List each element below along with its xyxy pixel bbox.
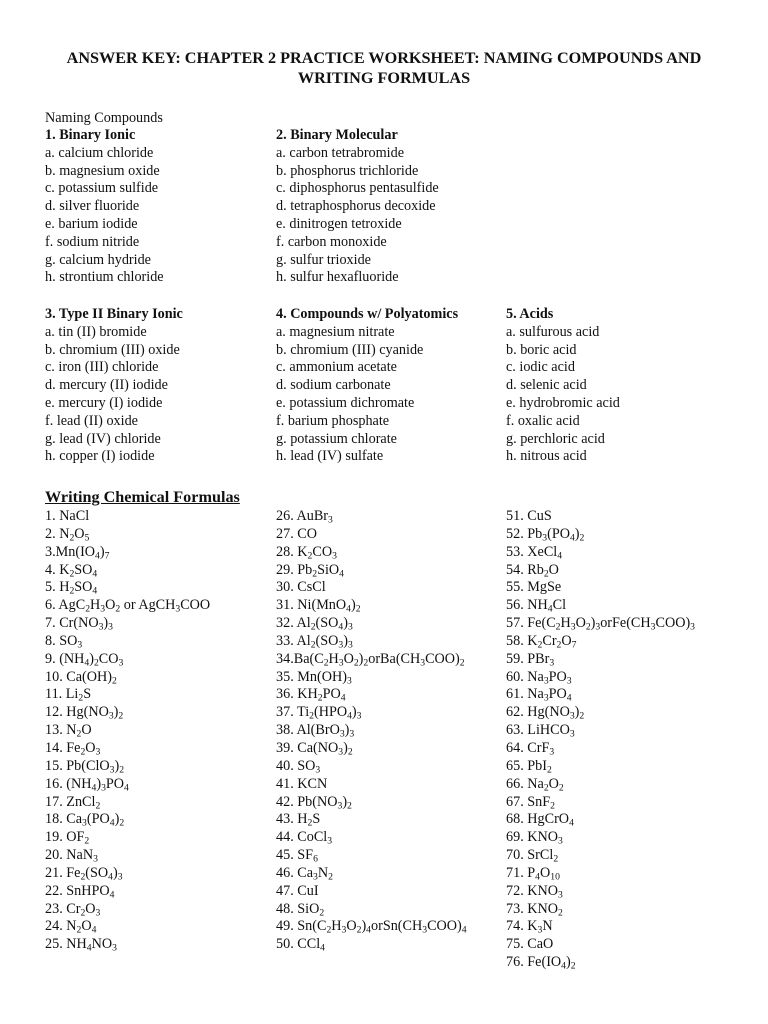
naming-group-1 [45,127,164,287]
formula-answer: 17. ZnCl$_2$ [45,793,101,811]
naming-group-5 [506,306,620,466]
formula-answer: 59. PBr$_3$ [506,650,555,669]
formula-answer: 40. $SO_3$ [276,757,321,776]
formula-answer: 67. SnF$_2$ [506,793,555,811]
naming-group-heading: 2. Binary Molecular [276,127,398,143]
formula-answer: 66. $Na_2O_2$ [506,775,564,794]
naming-answer: e. barium iodide [45,215,138,232]
formula-answer: 42. $Pb(NO_3)_2$ [276,793,352,811]
naming-answer: d. mercury (II) iodide [45,377,168,394]
naming-answer: b. magnesium oxide [45,162,160,179]
naming-answer: d. silver fluoride [45,198,140,215]
formula-answer: 28. $K_2CO_3$ [276,543,337,562]
formula-answer: 7. $Cr(NO_3)_3$ [45,615,113,633]
naming-answer: c. ammonium acetate [276,359,397,376]
formula-answer: 11. $Li_2S$ [45,686,92,704]
formula-answer: 33. $Al_2(SO_3)_3$ [276,632,353,651]
formula-answer: 44. CoCl$_3$ [276,829,333,847]
naming-answer: g. calcium hydride [45,251,151,268]
formula-answer: 49. $Sn(C_2H_3O_2)_4orSn(CH_3COO)_4$ [276,918,467,936]
formula-answer: 55. MgSe [506,579,562,596]
formula-answer: 71. $P_4O_{10}$ [506,864,560,883]
formula-answer: 4. $K_2SO_4$ [45,561,98,579]
naming-answer: a. carbon tetrabromide [276,144,405,161]
formula-answer: 31. $Ni(MnO_4)_2$ [276,597,361,615]
formula-answer: 57. $Fe(C_2H_3O_2)_3orFe(CH_3COO)_3$ [506,615,695,633]
naming-answer: g. lead (IV) chloride [45,430,161,447]
formula-answer: 14. $Fe_2O_3$ [45,739,101,758]
formula-answer: 54. $Rb_2O$ [506,561,559,579]
formula-answer: 72. $KNO_3$ [506,882,563,901]
formula-answer: 20. NaN$_3$ [45,847,98,865]
naming-group-heading: 1. Binary Ionic [45,127,136,143]
formula-answer: 70. SrCl$_2$ [506,847,559,865]
formula-answer: 76. $Fe(IO_4)_2$ [506,954,576,972]
formula-answer: 63. LiHCO$_3$ [506,722,575,740]
formula-answer: 61. $Na_3PO_4$ [506,686,572,704]
formula-answer: 18. $Ca_3(PO_4)_2$ [45,811,125,829]
formula-answer: 38. $Al(BrO_3)_3$ [276,722,355,740]
formula-answer: 48. SiO$_2$ [276,900,325,918]
naming-answer: b. boric acid [506,341,577,358]
naming-answer: b. chromium (III) cyanide [276,341,424,358]
naming-answer: a. sulfurous acid [506,323,600,340]
formula-answer: 64. CrF$_3$ [506,739,555,758]
formula-answer: 73. $KNO_2$ [506,900,563,918]
naming-answer: f. carbon monoxide [276,233,387,250]
naming-answer: c. potassium sulfide [45,180,159,197]
formula-answer: 53. XeCl$_4$ [506,543,563,562]
naming-answer: d. sodium carbonate [276,377,391,394]
formula-answer: 35. $Mn(OH)_3$ [276,668,352,686]
writing-formulas-title: Writing Chemical Formulas [45,488,240,506]
naming-answer: h. strontium chloride [45,269,164,286]
formula-answer: 45. $SF_6$ [276,847,318,865]
naming-answer: h. sulfur hexafluoride [276,269,399,286]
formula-answer: 1. NaCl [45,508,90,524]
naming-answer: h. lead (IV) sulfate [276,448,384,465]
naming-answer: e. potassium dichromate [276,394,415,411]
naming-group-heading: 5. Acids [506,306,554,322]
formula-answer: 43. $H_2S$ [276,811,321,829]
formula-answer: 51. CuS [506,508,552,524]
formula-answer: 25. $NH_4NO_3$ [45,936,117,954]
formulas-column-3 [506,508,695,972]
formula-answer: 12. $Hg(NO_3)_2$ [45,704,124,722]
page-title: ANSWER KEY: CHAPTER 2 PRACTICE WORKSHEET: NAMING COMPOUNDS AND WRITING FORMULAS [66,49,702,87]
naming-answer: h. nitrous acid [506,448,587,465]
formulas-column-2 [276,508,467,954]
naming-answer: f. sodium nitride [45,233,140,250]
formula-answer: 26. AuBr$_3$ [276,508,333,526]
formula-answer: 58. $K_2Cr_2O_7$ [506,632,577,651]
naming-answer: a. magnesium nitrate [276,323,395,340]
naming-answer: g. sulfur trioxide [276,251,371,268]
formula-answer: 16. $(NH_4)_3PO_4$ [45,775,129,794]
naming-group-3 [45,306,183,466]
naming-answer: f. barium phosphate [276,412,390,429]
formula-answer: 46. $Ca_3N_2$ [276,864,333,883]
naming-answer: e. dinitrogen tetroxide [276,215,402,232]
formula-answer: $3.Mn(IO_4)_7$ [45,543,110,562]
naming-answer: e. mercury (I) iodide [45,394,163,411]
formula-answer: 29. $Pb_2SiO_4$ [276,561,344,579]
formula-answer: 2. $N_2O_5$ [45,525,90,544]
formula-answer: 37. $Ti_2(HPO_4)_3$ [276,704,362,722]
naming-compounds-label: Naming Compounds [45,110,163,126]
naming-group-4 [276,306,458,466]
formula-answer: 52. $Pb_3(PO_4)_2$ [506,525,585,544]
formula-answer: 15. $Pb(ClO_3)_2$ [45,757,125,776]
formula-answer: 50. CCl$_4$ [276,936,325,954]
naming-answer: f. lead (II) oxide [45,412,138,429]
formula-answer: 30. CsCl [276,579,326,596]
naming-answer: c. diphosphorus pentasulfide [276,180,439,197]
naming-answer: b. chromium (III) oxide [45,341,180,358]
formula-answer: 60. $Na_3PO_3$ [506,668,572,686]
naming-answer: g. perchloric acid [506,430,605,447]
formula-answer: 10. $Ca(OH)_2$ [45,668,117,686]
formula-answer: 6. $AgC_2H_3O_2$ or AgCH$_3$COO [45,597,211,615]
naming-answer: c. iron (III) chloride [45,359,159,376]
formula-answer: 47. CuI [276,882,319,899]
naming-group-heading: 4. Compounds w/ Polyatomics [276,306,459,322]
formula-answer: 74. $K_3N$ [506,918,553,936]
formulas-column-1 [45,508,210,954]
naming-group-heading: 3. Type II Binary Ionic [45,306,183,322]
formula-answer: 23. $Cr_2O_3$ [45,900,101,918]
naming-answer: c. iodic acid [506,359,575,376]
formula-answer: 56. $NH_4Cl$ [506,597,567,615]
naming-answer: b. phosphorus trichloride [276,162,419,179]
naming-answer: h. copper (I) iodide [45,448,155,465]
naming-group-2 [276,127,439,287]
naming-answer: e. hydrobromic acid [506,394,620,411]
formula-answer: 68. HgCrO$_4$ [506,811,574,829]
formula-answer: 39. $Ca(NO_3)_2$ [276,739,353,758]
formula-answer: 62. $Hg(NO_3)_2$ [506,704,585,722]
formula-answer: 32. $Al_2(SO_4)_3$ [276,615,353,633]
formula-answer: 19. $OF_2$ [45,829,90,847]
formula-answer: 65. PbI$_2$ [506,757,552,776]
naming-answer: d. tetraphosphorus decoxide [276,198,436,215]
naming-answer: g. potassium chlorate [276,430,397,447]
formula-answer: 9. $(NH_4)_2CO_3$ [45,650,124,669]
formula-answer: 8. $SO_3$ [45,632,83,651]
formula-answer: 21. $Fe_2(SO_4)_3$ [45,864,123,883]
formula-answer: 13. $N_2O$ [45,722,92,740]
formula-answer: $34.Ba(C_2H_3O_2)_2orBa(CH_3COO)_2$ [276,650,465,669]
formula-answer: 27. CO [276,525,317,542]
formula-answer: 5. $H_2SO_4$ [45,579,98,597]
formula-answer: 41. KCN [276,775,328,792]
naming-answer: f. oxalic acid [506,412,580,429]
formula-answer: 24. $N_2O_4$ [45,918,97,936]
naming-answer: d. selenic acid [506,377,587,394]
naming-answer: a. calcium chloride [45,144,154,161]
formula-answer: 75. CaO [506,936,554,953]
formula-answer: 22. SnHPO$_4$ [45,882,115,901]
naming-answer: a. tin (II) bromide [45,323,147,340]
formula-answer: 69. $KNO_3$ [506,829,563,847]
formula-answer: 36. $KH_2PO_4$ [276,686,346,704]
